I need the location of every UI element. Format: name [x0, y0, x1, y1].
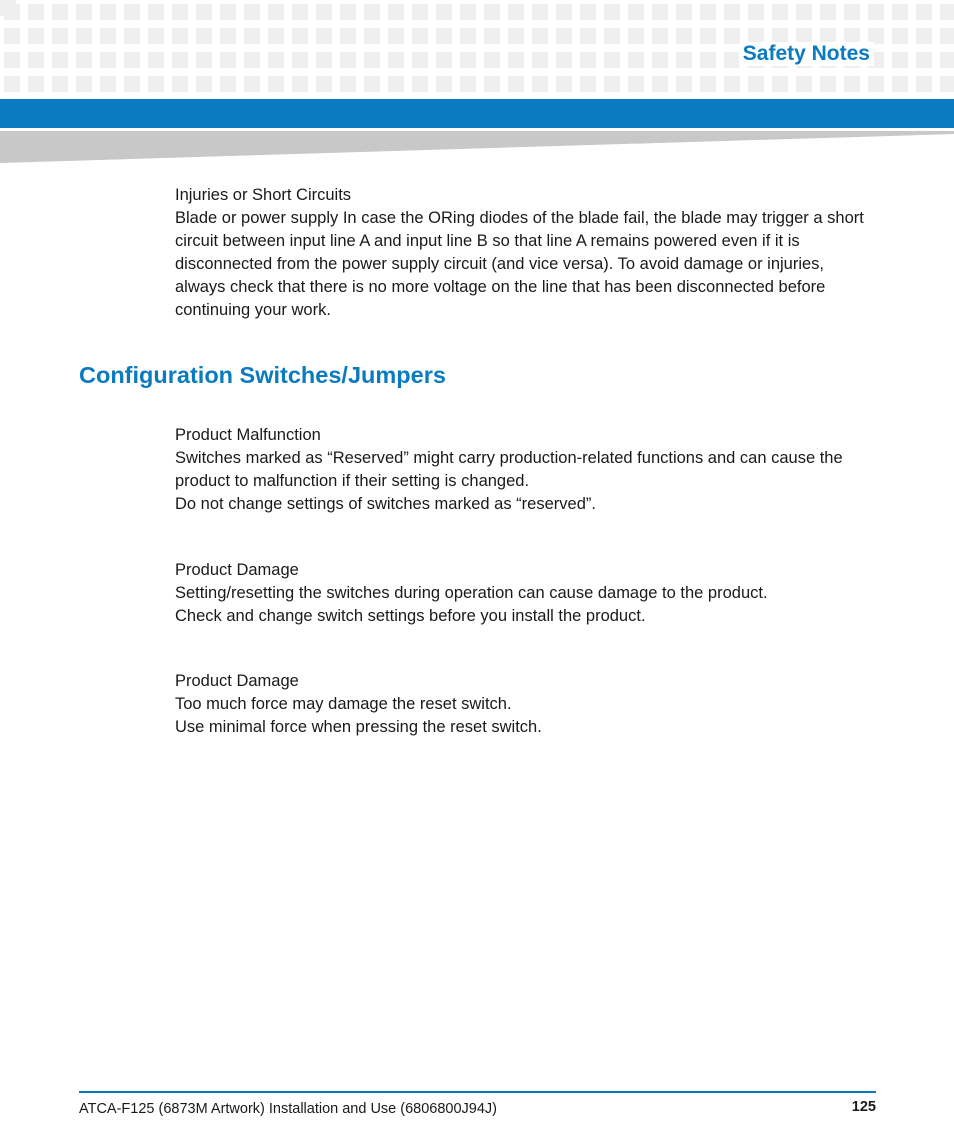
header-blue-bar [0, 99, 954, 128]
note-title: Injuries or Short Circuits [175, 186, 352, 204]
note-line: always check that there is no more voltage on the line that has been disconnected before [175, 278, 826, 296]
note-line: Check and change switch settings before you install the product. [175, 607, 646, 625]
footer-document-title: ATCA-F125 (6873M Artwork) Installation and Use (6806800J94J) [79, 1101, 498, 1117]
note-line: continuing your work. [175, 301, 331, 319]
page-number: 125 [851, 1099, 876, 1115]
note-product-damage-reset [175, 670, 885, 739]
note-line: product to malfunction if their setting is changed. [175, 472, 530, 490]
note-line: Setting/resetting the switches during operation can cause damage to the product. [175, 584, 768, 602]
note-line: disconnected from the power supply circuit (and vice versa). To avoid damage or injuries, [175, 255, 825, 273]
note-product-damage-switches [175, 559, 885, 628]
note-injuries-short-circuits [175, 184, 885, 322]
note-title: Product Damage [175, 672, 299, 690]
note-product-malfunction [175, 424, 885, 516]
note-line: circuit between input line A and input line B so that line A remains powered even if it is [175, 232, 800, 250]
note-line: Too much force may damage the reset switch. [175, 695, 512, 713]
note-line: Blade or power supply In case the ORing diodes of the blade fail, the blade may trigger a short [175, 209, 864, 227]
section-heading: Configuration Switches/Jumpers [79, 362, 446, 388]
note-line: Do not change settings of switches marked as “reserved”. [175, 495, 596, 513]
note-title: Product Damage [175, 561, 299, 579]
running-section-title: Safety Notes [739, 42, 874, 66]
footer-rule [79, 1091, 876, 1093]
header-gray-wedge [0, 131, 954, 163]
note-line: Switches marked as “Reserved” might carry production-related functions and can cause the [175, 449, 843, 467]
note-title: Product Malfunction [175, 426, 321, 444]
note-line: Use minimal force when pressing the reset switch. [175, 718, 542, 736]
